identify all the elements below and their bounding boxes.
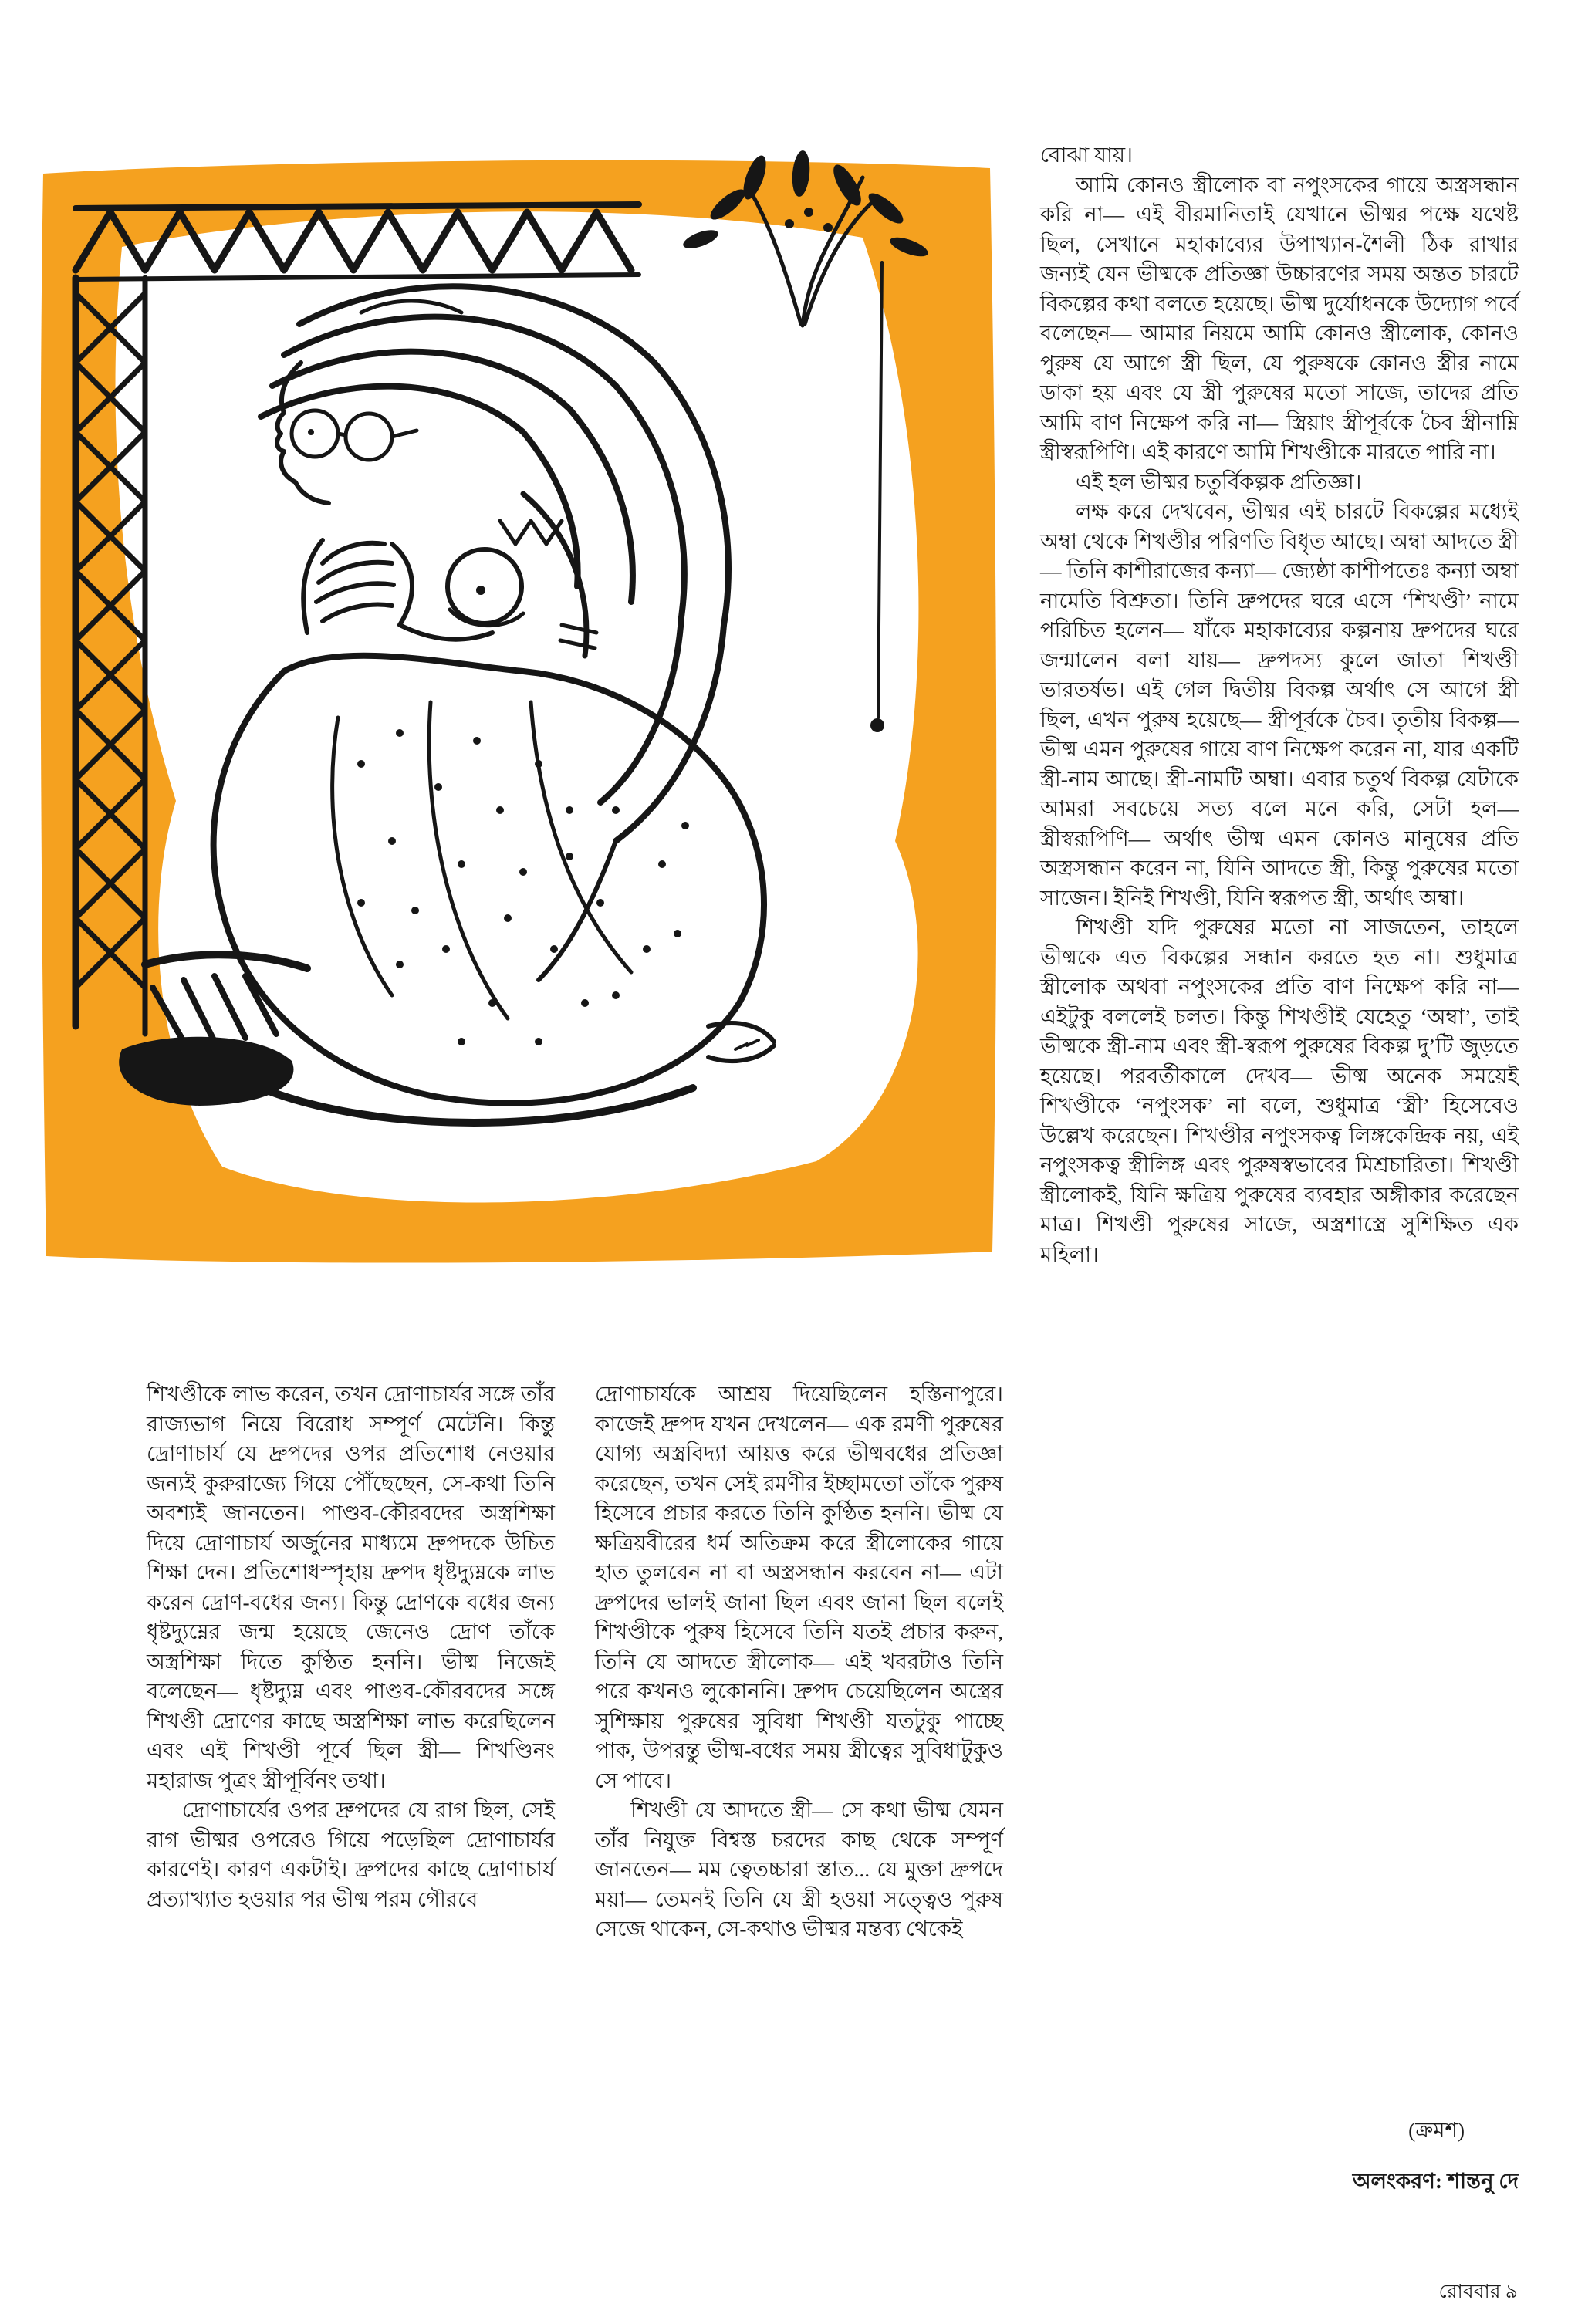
bottom-columns: [147, 1380, 1003, 1944]
credits-block: [1040, 2116, 1519, 2196]
paragraph: আমি কোনও স্ত্রীলোক বা নপুংসকের গায়ে অস্ত্রসন্ধান করি না— এই বীরমানিতাই যেখানে ভীষ্মর পক্ষে যথেষ্ট ছিল, সেখানে মহাকাব্যের উপাখ্যান-শৈলী ঠিক রাখার জন্যই যেন ভীষ্মকে প্রতিজ্ঞা উচ্চারণের সময় অন্তত চারটে বিকল্পের কথা বলতে হয়েছে। ভীষ্ম দুর্যোধনকে উদ্যোগ পর্বে বলেছেন— আমার নিয়মে আমি কোনও স্ত্রীলোক, কোনও পুরুষ যে আগে স্ত্রী ছিল, যে পুরুষকে কোনও স্ত্রীর নামে ডাকা হয় এবং যে স্ত্রী পুরুষের মতো সাজে, তাদের প্রতি আমি বাণ নিক্ষেপ করি না— স্ত্রিয়াং স্ত্রীপূর্বকে চৈব স্ত্রীনাম্নি স্ত্রীস্বরূপিণি। এই কারণে আমি শিখণ্ডীকে মারতে পারি না।: [1040, 172, 1519, 464]
illustration-svg: [29, 131, 1013, 1285]
paragraph: এই হল ভীষ্মর চতুর্বিকল্পক প্রতিজ্ঞা।: [1076, 469, 1362, 494]
paragraph: লক্ষ করে দেখবেন, ভীষ্মর এই চারটে বিকল্পের মধ্যেই অম্বা থেকে শিখণ্ডীর পরিণতি বিধৃত আছে। অম্বা আদতে স্ত্রী— তিনি কাশীরাজের কন্যা— জ্যেষ্ঠা কাশীপতেঃ কন্যা অম্বা নামেতি বিশ্রুতা। তিনি দ্রুপদের ঘরে এসে ‘শিখণ্ডী’ নামে পরিচিত হলেন— যাঁকে মহাকাব্যের কল্পনায় দ্রুপদের ঘরে জন্মালেন বলা যায়— দ্রুপদস্য কুলে জাতা শিখণ্ডী ভারতর্ষভ। এই গেল দ্বিতীয় বিকল্প অর্থাৎ সে আগে স্ত্রী ছিল, এখন পুরুষ হয়েছে— স্ত্রীপূর্বকে চৈব। তৃতীয় বিকল্প— ভীষ্ম এমন পুরুষের গায়ে বাণ নিক্ষেপ করেন না, যার একটি স্ত্রী-নাম আছে। স্ত্রী-নামটি অম্বা। এবার চতুর্থ বিকল্প যেটাকে আমরা সবচেয়ে সত্য বলে মনে করি, সেটা হল— স্ত্রীস্বরূপিণি— অর্থাৎ ভীষ্ম এমন কোনও মানুষের প্রতি অস্ত্রসন্ধান করেন না, যিনি আদতে স্ত্রী, কিন্তু পুরুষের মতো সাজেন। ইনিই শিখণ্ডী, যিনি স্বরূপত স্ত্রী, অর্থাৎ অম্বা।: [1040, 499, 1519, 910]
continuation-mark: (ক্রমশ): [1408, 2118, 1465, 2142]
paragraph: দ্রোণাচার্যের ওপর দ্রুপদের যে রাগ ছিল, সেই রাগ ভীষ্মর ওপরেও গিয়ে পড়েছিল দ্রোণাচার্যর কারণেই। কারণ একটাই। দ্রুপদের কাছে দ্রোণাচার্য প্রত্যাখ্যাত হওয়ার পর ভীষ্ম পরম গৌরবে: [147, 1798, 555, 1911]
paragraph: দ্রোণাচার্যকে আশ্রয় দিয়েছিলেন হস্তিনাপুরে। কাজেই দ্রুপদ যখন দেখলেন— এক রমণী পুরুষের যোগ্য অস্ত্রবিদ্যা আয়ত্ত করে ভীষ্মবধের প্রতিজ্ঞা করেছেন, তখন সেই রমণীর ইচ্ছামতো তাঁকে পুরুষ হিসেবে প্রচার করতে তিনি কুণ্ঠিত হননি। ভীষ্ম যে ক্ষত্রিয়বীরের ধর্ম অতিক্রম করে স্ত্রীলোকের গায়ে হাত তুলবেন না বা অস্ত্রসন্ধান করবেন না— এটা দ্রুপদের ভালই জানা ছিল এবং জানা ছিল বলেই শিখণ্ডীকে পুরুষ হিসেবে তিনি যতই প্রচার করুন, তিনি যে আদতে স্ত্রীলোক— এই খবরটাও তিনি পরে কখনও লুকোননি। দ্রুপদ চেয়েছিলেন অস্ত্রের সুশিক্ষায় পুরুষের সুবিধা শিখণ্ডী যতটুকু পাচ্ছে পাক, উপরন্তু ভীষ্ম-বধের সময় স্ত্রীত্বের সুবিধাটুকুও সে পাবে।: [595, 1382, 1003, 1792]
illustrator-credit: অলংকরণ: শান্তনু দে: [1352, 2169, 1519, 2193]
text-column-middle: [595, 1380, 1003, 1944]
shikhandi-illustration: [29, 131, 1013, 1285]
paragraph: শিখণ্ডী যে আদতে স্ত্রী— সে কথা ভীষ্ম যেমন তাঁর নিযুক্ত বিশ্বস্ত চরদের কাছ থেকে সম্পূর্ণ জানতেন— মম ত্বেতচ্চারা স্তাত... যে মুক্তা দ্রুপদে ময়া— তেমনই তিনি যে স্ত্রী হওয়া সত্ত্বেও পুরুষ সেজে থাকেন, সে-কথাও ভীষ্মর মন্তব্য থেকেই: [595, 1798, 1003, 1941]
paragraph: শিখণ্ডী যদি পুরুষের মতো না সাজতেন, তাহলে ভীষ্মকে এত বিকল্পের সন্ধান করতে হত না। শুধুমাত্র স্ত্রীলোক অথবা নপুংসকের প্রতি বাণ নিক্ষেপ করি না— এইটুকু বললেই চলত। কিন্তু শিখণ্ডীই যেহেতু ‘অম্বা’, তাই ভীষ্মকে স্ত্রী-নাম এবং স্ত্রী-স্বরূপ পুরুষের বিকল্প দু’টি জুড়তে হয়েছে। পরবর্তীকালে দেখব— ভীষ্ম অনেক সময়েই শিখণ্ডীকে ‘নপুংসক’ না বলে, শুধুমাত্র ‘স্ত্রী’ হিসেবেও উল্লেখ করেছেন। শিখণ্ডীর নপুংসকত্ব লিঙ্গকেন্দ্রিক নয়, এই নপুংসকত্ব স্ত্রীলিঙ্গ এবং পুরুষস্বভাবের মিশ্রচারিতা। শিখণ্ডী স্ত্রীলোকই, যিনি ক্ষত্রিয় পুরুষের ব্যবহার অঙ্গীকার করেছেন মাত্র। শিখণ্ডী পুরুষের সাজে, অস্ত্রশাস্ত্রে সুশিক্ষিত এক মহিলা।: [1040, 915, 1519, 1266]
text-column-left: [147, 1380, 555, 1944]
paragraph: শিখণ্ডীকে লাভ করেন, তখন দ্রোণাচার্যর সঙ্গে তাঁর রাজ্যভাগ নিয়ে বিরোধ সম্পূর্ণ মেটেনি। কিন্তু দ্রোণাচার্য যে দ্রুপদের ওপর প্রতিশোধ নেওয়ার জন্যই কুরুরাজ্যে গিয়ে পৌঁছেছেন, সে-কথা তিনি অবশ্যই জানতেন। পাণ্ডব-কৌরবদের অস্ত্রশিক্ষা দিয়ে দ্রোণাচার্য অর্জুনের মাধ্যমে দ্রুপদকে উচিত শিক্ষা দেন। প্রতিশোধস্পৃহায় দ্রুপদ ধৃষ্টদ্যুম্নকে লাভ করেন দ্রোণ-বধের জন্য। কিন্তু দ্রোণকে বধের জন্য ধৃষ্টদ্যুম্নের জন্ম হয়েছে জেনেও দ্রোণ তাঁকে অস্ত্রশিক্ষা দিতে কুণ্ঠিত হননি। ভীষ্ম নিজেই বলেছেন— ধৃষ্টদ্যুম্ন এবং পাণ্ডব-কৌরবদের সঙ্গে শিখণ্ডী দ্রোণের কাছে অস্ত্রশিক্ষা লাভ করেছিলেন এবং এই শিখণ্ডী পূর্বে ছিল স্ত্রী— শিখণ্ডিনং মহারাজ পুত্রং স্ত্রীপূর্বিনং তথা।: [147, 1382, 555, 1792]
text-column-right: [1040, 140, 1519, 1269]
paragraph: বোঝা যায়।: [1040, 143, 1133, 167]
page-footer: রোববার ৯: [1438, 2282, 1518, 2302]
